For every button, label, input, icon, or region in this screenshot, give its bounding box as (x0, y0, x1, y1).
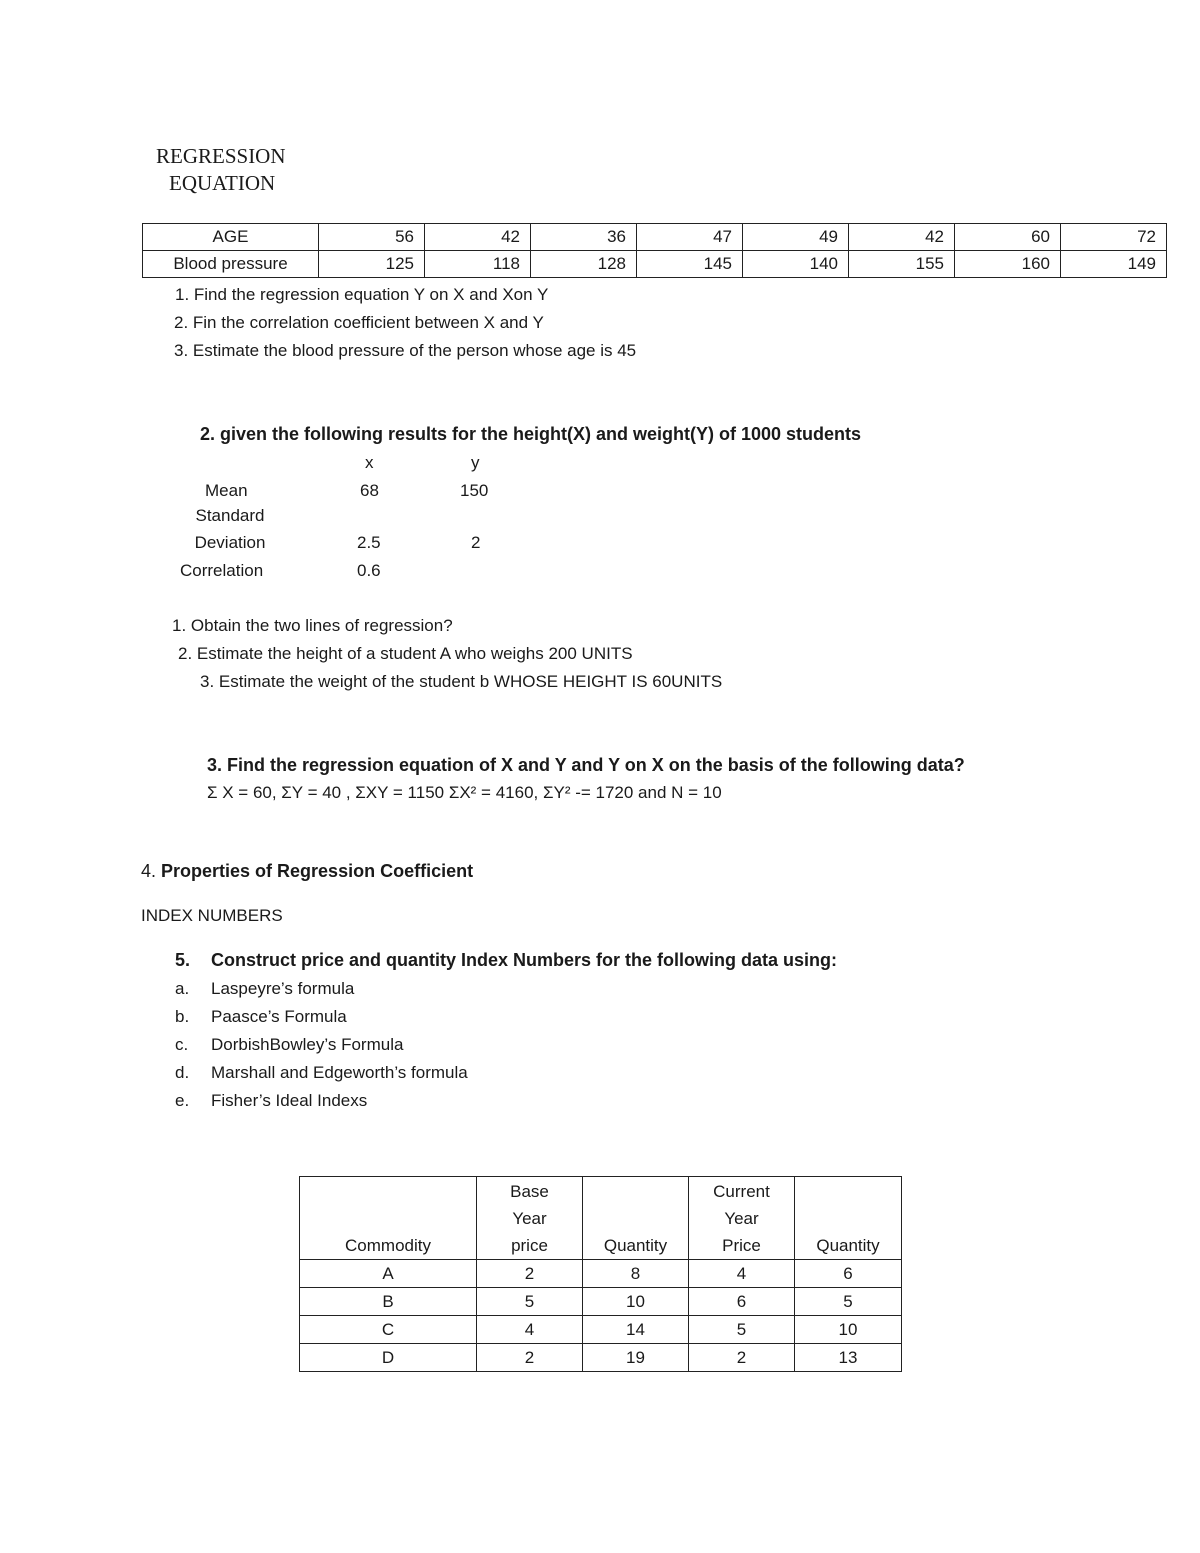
q2-item-3: 3. Estimate the weight of the student b WHOSE HEIGHT IS 60UNITS (200, 672, 723, 691)
header-current-year-price (689, 1177, 795, 1260)
q2-col-x: x (365, 453, 374, 472)
q1-item-3: 3. Estimate the blood pressure of the person whose age is 45 (174, 341, 637, 360)
table-cell: 13 (795, 1344, 902, 1372)
table-cell: 4 (689, 1260, 795, 1288)
table-cell: B (300, 1288, 477, 1316)
q2-corr-label: Correlation (180, 561, 264, 580)
table-cell: 10 (583, 1288, 689, 1316)
table-cell: 5 (795, 1288, 902, 1316)
q2-item-2: 2. Estimate the height of a student A who weighs 200 UNITS (178, 644, 633, 663)
table-cell: 2 (477, 1260, 583, 1288)
q2-corr-x: 0.6 (357, 561, 381, 580)
q2-col-y: y (471, 453, 480, 472)
row-label: AGE (143, 224, 319, 251)
table-cell: 42 (849, 224, 955, 251)
q5-item-text: Paasce’s Formula (211, 1007, 347, 1026)
q5-item-letter: d. (175, 1063, 190, 1082)
header-commodity (300, 1177, 477, 1260)
q5-item-letter: a. (175, 979, 190, 998)
q5-item-text: Laspeyre’s formula (211, 979, 355, 998)
table-row (143, 251, 1167, 278)
header-base-quantity (583, 1177, 689, 1260)
q5-item-text: Marshall and Edgeworth’s formula (211, 1063, 468, 1082)
table-cell: A (300, 1260, 477, 1288)
table-row (143, 224, 1167, 251)
row-label: Blood pressure (143, 251, 319, 278)
q2-item-1: 1. Obtain the two lines of regression? (172, 616, 453, 635)
table-cell: 140 (743, 251, 849, 278)
header-quantity-label: Quantity (816, 1236, 880, 1255)
table-cell: 160 (955, 251, 1061, 278)
index-numbers-title: INDEX NUMBERS (141, 906, 283, 925)
q5-item-text: Fisher’s Ideal Indexs (211, 1091, 368, 1110)
q2-mean-label: Mean (205, 481, 248, 500)
q5-heading: Construct price and quantity Index Numbers for the following data using: (211, 950, 838, 970)
header-quantity-label: Quantity (603, 1236, 668, 1255)
table-cell: 125 (319, 251, 425, 278)
table-cell: 6 (795, 1260, 902, 1288)
title-line-2: EQUATION (169, 171, 276, 195)
table-cell: 2 (477, 1344, 583, 1372)
table-cell: 128 (531, 251, 637, 278)
q4-line (141, 859, 473, 883)
table-cell: 4 (477, 1316, 583, 1344)
age-blood-pressure-table (142, 223, 1167, 278)
q2-sd-x: 2.5 (357, 533, 381, 552)
header-line: Current (713, 1182, 770, 1201)
q3-heading: 3. Find the regression equation of X and Y and Y on X on the basis of the following data? (207, 755, 965, 775)
q5-number: 5. (175, 950, 191, 970)
header-current-quantity (795, 1177, 902, 1260)
table-cell: 49 (743, 224, 849, 251)
header-line: Year (512, 1209, 547, 1228)
table-cell: D (300, 1344, 477, 1372)
table-cell: 145 (637, 251, 743, 278)
table-row (300, 1344, 902, 1372)
q4-heading: Properties of Regression Coefficient (161, 861, 474, 881)
table-cell: 6 (689, 1288, 795, 1316)
table-row (300, 1316, 902, 1344)
q5-item-text: DorbishBowley’s Formula (211, 1035, 404, 1054)
q3-formula: Σ X = 60, ΣY = 40 , ΣXY = 1150 ΣX² = 4160, ΣY² -= 1720 and N = 10 (207, 783, 722, 802)
table-cell: 47 (637, 224, 743, 251)
header-line: Base (510, 1182, 549, 1201)
table-cell: 19 (583, 1344, 689, 1372)
table-cell: 60 (955, 224, 1061, 251)
table-row (300, 1288, 902, 1316)
q5-item-letter: c. (175, 1035, 189, 1054)
q5-item-letter: e. (175, 1091, 190, 1110)
header-line: price (511, 1236, 548, 1255)
table-row (300, 1260, 902, 1288)
q5-item-letter: b. (175, 1007, 190, 1026)
table-cell: 42 (425, 224, 531, 251)
table-cell: 155 (849, 251, 955, 278)
q2-heading: 2. given the following results for the height(X) and weight(Y) of 1000 students (200, 424, 862, 444)
q4-number: 4. (141, 861, 162, 881)
table-cell: C (300, 1316, 477, 1344)
table-cell: 149 (1061, 251, 1167, 278)
header-base-year-price (477, 1177, 583, 1260)
table-cell: 36 (531, 224, 637, 251)
header-line: Price (722, 1236, 761, 1255)
q2-sd-label-1: Standard (195, 506, 265, 525)
header-commodity-label: Commodity (345, 1236, 431, 1255)
title-line-1: REGRESSION (156, 144, 286, 168)
table-cell: 72 (1061, 224, 1167, 251)
table-cell: 5 (689, 1316, 795, 1344)
q1-item-1: 1. Find the regression equation Y on X and Xon Y (175, 285, 549, 304)
q2-mean-y: 150 (460, 481, 489, 500)
table-cell: 5 (477, 1288, 583, 1316)
table-cell: 10 (795, 1316, 902, 1344)
table-cell: 8 (583, 1260, 689, 1288)
index-numbers-table (299, 1176, 902, 1372)
q1-item-2: 2. Fin the correlation coefficient between X and Y (174, 313, 544, 332)
table-cell: 14 (583, 1316, 689, 1344)
table-cell: 118 (425, 251, 531, 278)
table-cell: 2 (689, 1344, 795, 1372)
table-cell: 56 (319, 224, 425, 251)
q2-sd-y: 2 (471, 533, 481, 552)
header-line: Year (724, 1209, 759, 1228)
q2-mean-x: 68 (360, 481, 379, 500)
table-header-row (300, 1177, 902, 1260)
q2-sd-label-2: Deviation (194, 533, 266, 552)
